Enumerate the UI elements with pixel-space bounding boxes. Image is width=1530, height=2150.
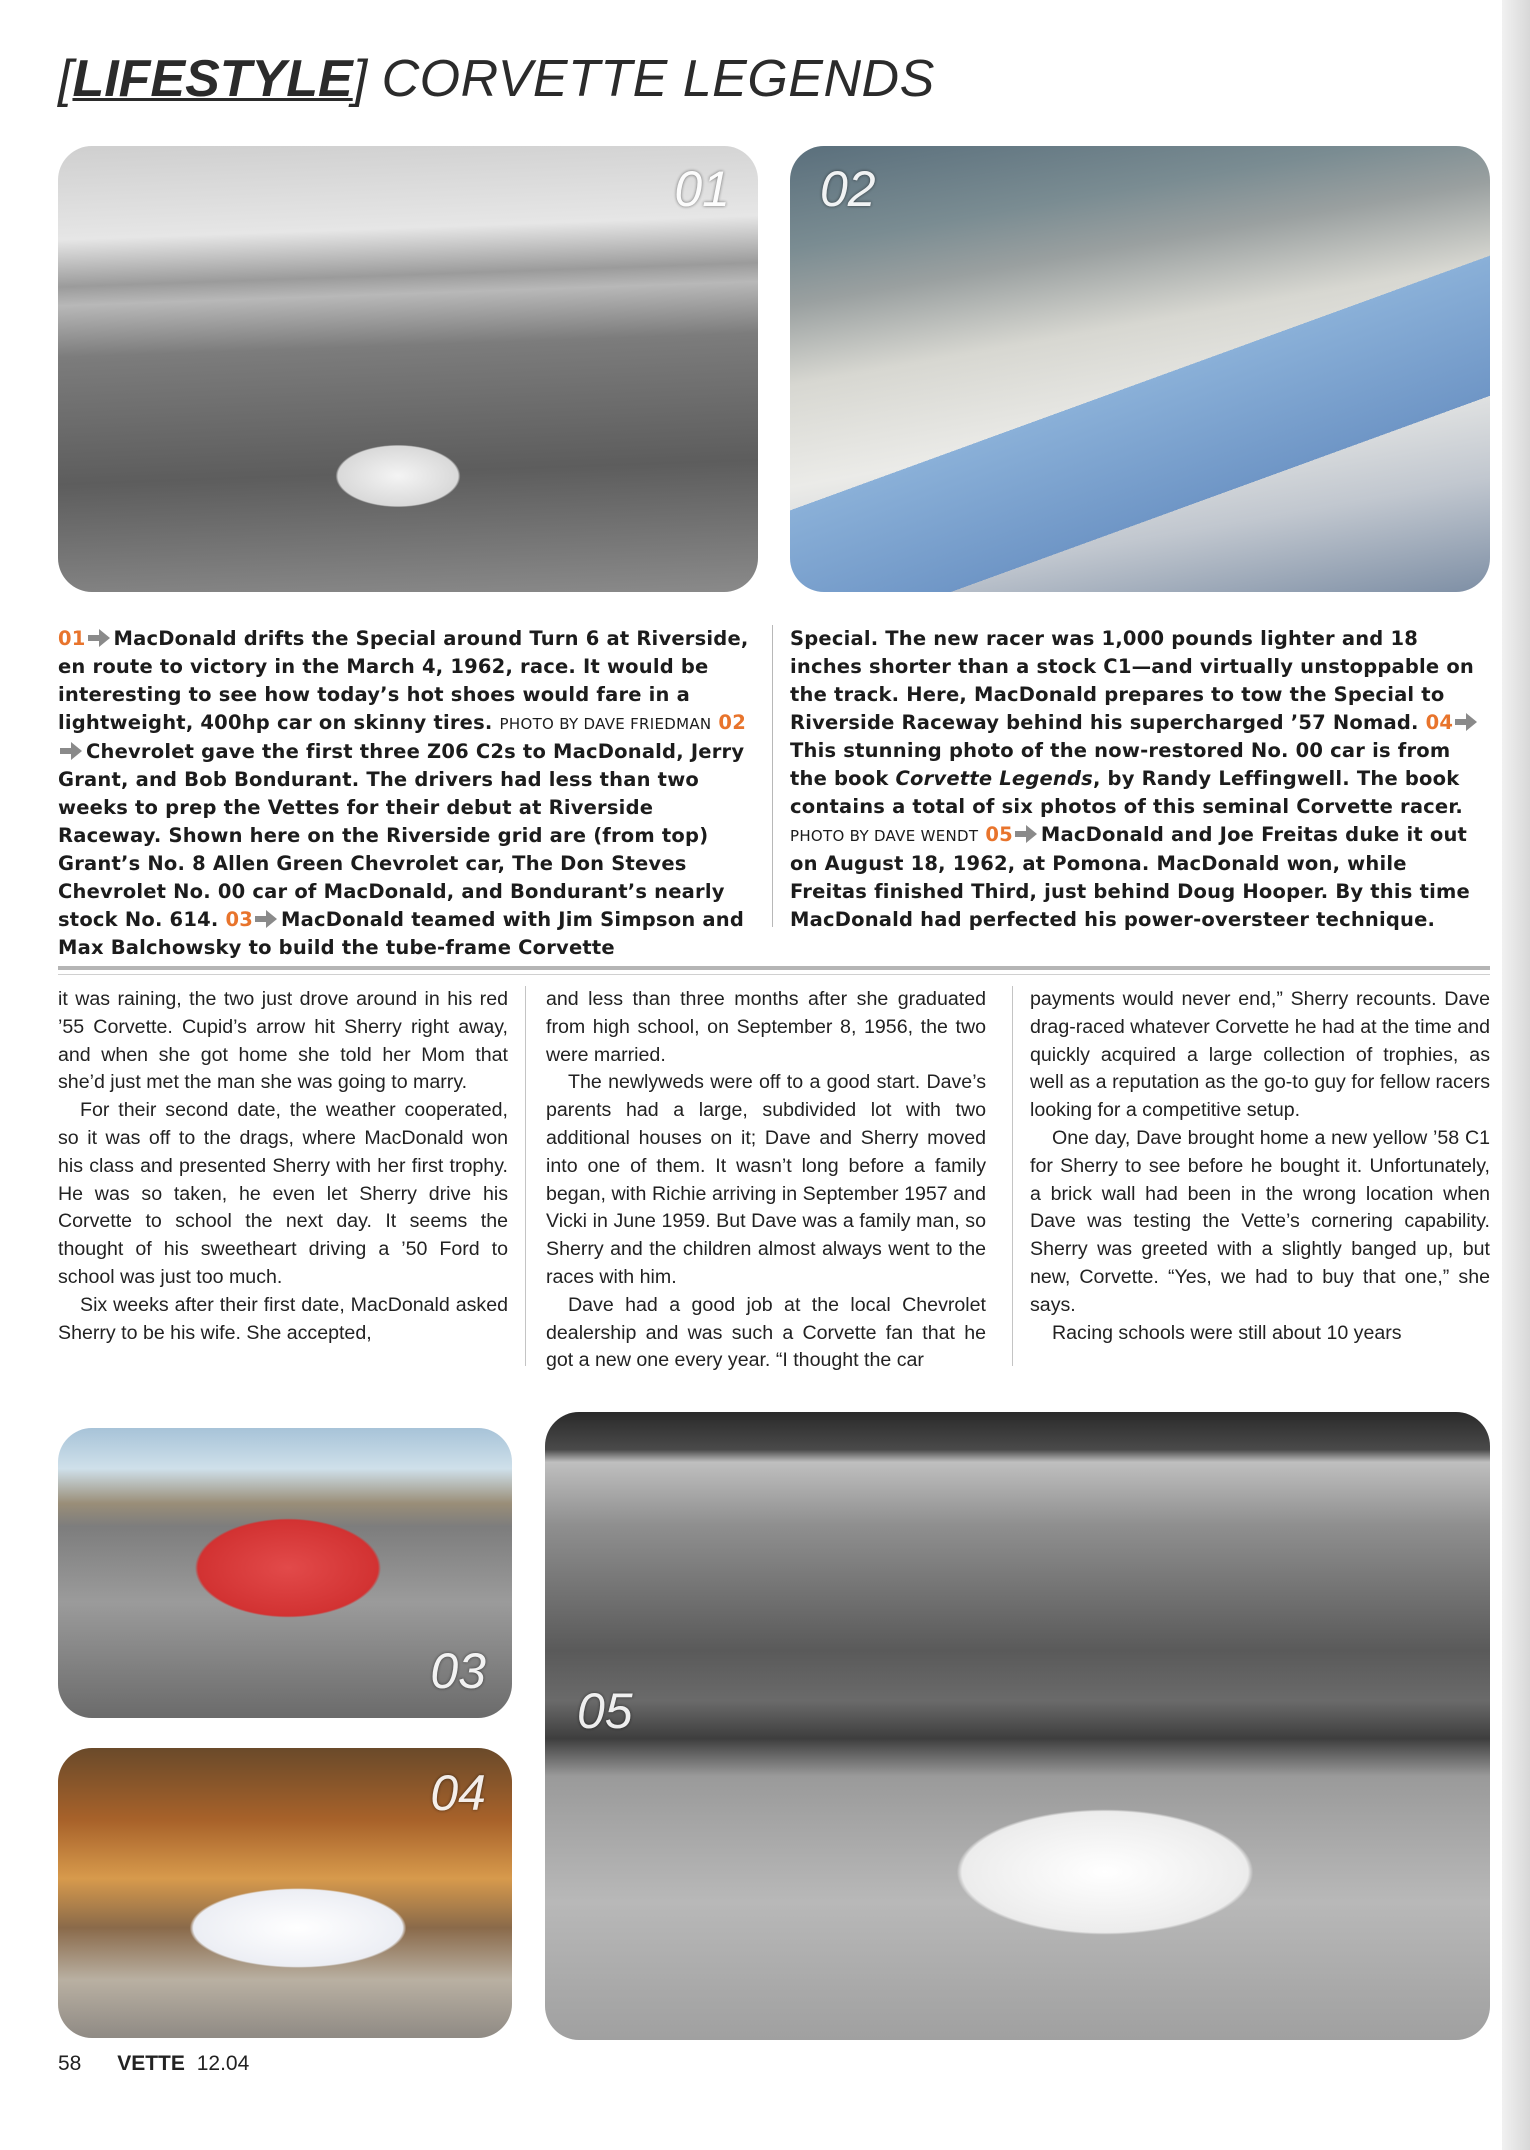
page-number: 58 [58, 2052, 82, 2075]
header-bracket-open: [ [58, 50, 73, 108]
body-column-1 [58, 986, 508, 1347]
photo-04 [58, 1748, 512, 2038]
paragraph: Six weeks after their first date, MacDonald asked Sherry to be his wife. She accepted, [58, 1293, 508, 1344]
caption-tag-03: 03 [225, 908, 254, 931]
issue-number: 12.04 [196, 2052, 250, 2075]
paragraph: Racing schools were still about 10 years [1052, 1321, 1402, 1344]
caption-tag-01: 01 [58, 627, 86, 650]
caption-05-text: MacDonald and Joe Freitas duke it out on August 18, 1962, at Pomona. MacDonald won, while Freitas finished Third, just behind Doug Hooper. By this time MacDonald had perfected his power-oversteer technique. [790, 823, 1470, 931]
paragraph: and less than three months after she graduated from high school, on September 8, 1956, the two were married. [546, 988, 986, 1066]
paragraph: payments would never end,” Sherry recounts. Dave drag-raced whatever Corvette he had at the time and quickly acquired a large collection of trophies, as well as a reputation as the go-to guy for fellow racers looking for a competitive setup. [1030, 988, 1490, 1122]
section-rule [58, 966, 1490, 970]
caption-column-right [790, 625, 1490, 934]
paragraph: The newlyweds were off to a good start. Dave’s parents had a large, subdivided lot with two additional houses on it; Dave and Sherry moved into one of them. It wasn’t long before a family began, with Richie arriving in September 1957 and Vicki in June 1959. But Dave was a family man, so Sherry and the children almost always went to the races with him. [546, 1071, 986, 1288]
photo-number-01: 01 [674, 161, 730, 217]
arrow-icon [1015, 824, 1037, 844]
paragraph: it was raining, the two just drove around in his red ’55 Corvette. Cupid’s arrow hit Sherry right away, and when she got home she told her Mom that she’d just met the man she was going to marry. [58, 988, 508, 1094]
caption-column-left [58, 625, 758, 962]
section-label: LIFESTYLE [72, 50, 353, 108]
photo-number-04: 04 [430, 1765, 486, 1821]
arrow-icon [88, 628, 110, 648]
page-gutter-shadow [1502, 0, 1530, 2150]
photo-01 [58, 146, 758, 592]
photo-credit-01: PHOTO BY DAVE FRIEDMAN [499, 715, 712, 733]
page-header [58, 44, 935, 114]
magazine-name: VETTE [117, 2052, 185, 2075]
caption-04-text-b: , by Randy Leffingwell. The book contains a total of six photos of this seminal Corvette racer. [790, 767, 1464, 818]
caption-03-text-a: MacDonald teamed with Jim Simpson and Max Balchowsky to build the tube-frame Corvette [58, 908, 745, 959]
book-title: Corvette Legends [895, 767, 1093, 790]
paragraph: Dave had a good job at the local Chevrolet dealership and was such a Corvette fan that he got a new one every year. “I thought the car [546, 1293, 986, 1372]
header-bracket-close: ] [352, 50, 368, 108]
caption-tag-05: 05 [985, 823, 1013, 846]
paragraph: For their second date, the weather cooperated, so it was off to the drags, where MacDonald won his class and presented Sherry with her first trophy. He was so taken, he even let Sherry drive his Corvette to school the next day. It seems the thought of his sweetheart driving a ’50 Ford to school was just too much. [58, 1099, 508, 1288]
caption-divider [772, 625, 773, 927]
arrow-icon [60, 741, 82, 761]
photo-05 [545, 1412, 1490, 2040]
body-column-3 [1030, 986, 1490, 1347]
caption-04-text-a: This stunning photo of the now-restored No. 00 car is from the book [790, 739, 1451, 790]
paragraph: One day, Dave brought home a new yellow ’58 C1 for Sherry to see before he bought it. Unfortunately, a brick wall had been in the wrong location when Dave was testing the Vette’s cornering capability. Sherry was greeted with a slightly banged up, but new, Corvette. “Yes, we had to buy that one,” she says. [1030, 1126, 1490, 1316]
section-rule-thin [58, 974, 1490, 975]
article-title: CORVETTE LEGENDS [381, 50, 935, 108]
caption-01-text: MacDonald drifts the Special around Turn 6 at Riverside, en route to victory in the March 4, 1962, race. It would be interesting to see how today’s hot shoes would fare in a lightweight, 400hp car on skinny tires. [58, 627, 749, 734]
arrow-icon [255, 909, 277, 929]
caption-tag-02: 02 [718, 711, 746, 734]
photo-credit-04: PHOTO BY DAVE WENDT [790, 827, 979, 845]
body-column-2 [546, 986, 986, 1375]
caption-tag-04: 04 [1425, 711, 1454, 734]
column-rule [525, 986, 526, 1366]
caption-02-text: Chevrolet gave the first three Z06 C2s to MacDonald, Jerry Grant, and Bob Bondurant. The drivers had less than two weeks to prep the Vettes for their debut at Riverside Raceway. Shown here on the Riverside grid are (from top) Grant’s No. 8 Allen Green Chevrolet car, The Don Steves Chevrolet No. 00 car of MacDonald, and Bondurant’s nearly stock No. 614. [58, 740, 745, 931]
photo-03 [58, 1428, 512, 1718]
photo-number-05: 05 [577, 1683, 633, 1739]
photo-number-02: 02 [820, 161, 876, 217]
photo-number-03: 03 [430, 1643, 486, 1699]
photo-02 [790, 146, 1490, 592]
arrow-icon [1455, 712, 1477, 732]
page-footer [58, 2052, 249, 2076]
column-rule [1012, 986, 1013, 1366]
caption-03-text-b: Special. The new racer was 1,000 pounds lighter and 18 inches shorter than a stock C1—and virtually unstoppable on the track. Here, MacDonald prepares to tow the Special to Riverside Raceway behind his supercharged ’57 Nomad. [790, 627, 1475, 734]
